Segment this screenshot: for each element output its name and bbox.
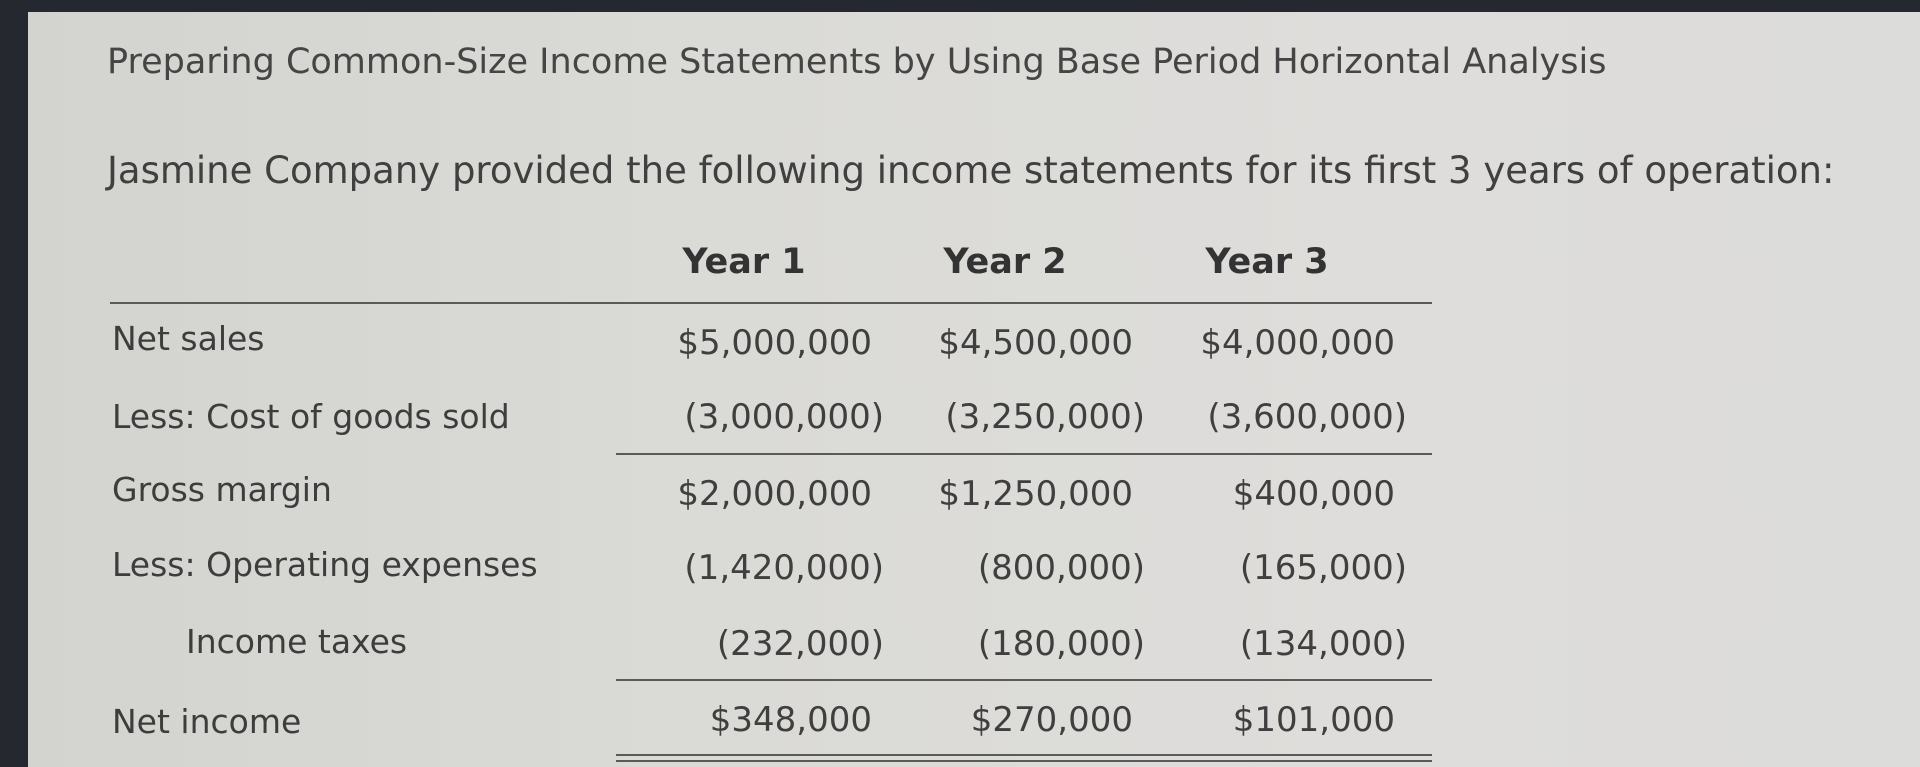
row-label: Less: Operating expenses <box>112 545 538 584</box>
cell-year-3: $400,000 <box>1232 474 1395 514</box>
cell-year-1: $5,000,000 <box>677 323 872 363</box>
row-label: Income taxes <box>186 622 408 661</box>
cell-year-3: $4,000,000 <box>1200 323 1395 363</box>
cell-year-3: (165,000) <box>1239 548 1407 588</box>
intro-text: Jasmine Company provided the following income statements for its first 3 years of operation: <box>107 149 1835 192</box>
cell-year-1: (232,000) <box>716 624 884 664</box>
cell-year-2: $1,250,000 <box>938 474 1133 514</box>
row-label: Net sales <box>112 319 265 358</box>
header-rule <box>110 302 1432 304</box>
cell-year-3: (3,600,000) <box>1207 397 1407 437</box>
total-double-rule-bottom <box>616 760 1432 762</box>
row-label: Net income <box>112 702 302 741</box>
cell-year-1: (3,000,000) <box>684 397 884 437</box>
cell-year-1: $2,000,000 <box>677 474 872 514</box>
row-label: Less: Cost of goods sold <box>112 397 510 436</box>
subtotal-rule <box>616 453 1432 455</box>
cell-year-2: $270,000 <box>970 700 1133 740</box>
cell-year-1: (1,420,000) <box>684 548 884 588</box>
cell-year-3: $101,000 <box>1232 700 1395 740</box>
cell-year-1: $348,000 <box>709 700 872 740</box>
cell-year-2: (800,000) <box>977 548 1145 588</box>
cell-year-2: (180,000) <box>977 624 1145 664</box>
document-page <box>28 12 1920 767</box>
total-double-rule-top <box>616 754 1432 756</box>
column-header-year-3: Year 3 <box>1205 242 1329 282</box>
cell-year-2: (3,250,000) <box>945 397 1145 437</box>
column-header-year-1: Year 1 <box>682 242 806 282</box>
column-header-year-2: Year 2 <box>943 242 1067 282</box>
page-title: Preparing Common-Size Income Statements by Using Base Period Horizontal Analysis <box>107 42 1607 82</box>
cell-year-2: $4,500,000 <box>938 323 1133 363</box>
cell-year-3: (134,000) <box>1239 624 1407 664</box>
row-label: Gross margin <box>112 470 332 509</box>
subtotal-rule <box>616 679 1432 681</box>
